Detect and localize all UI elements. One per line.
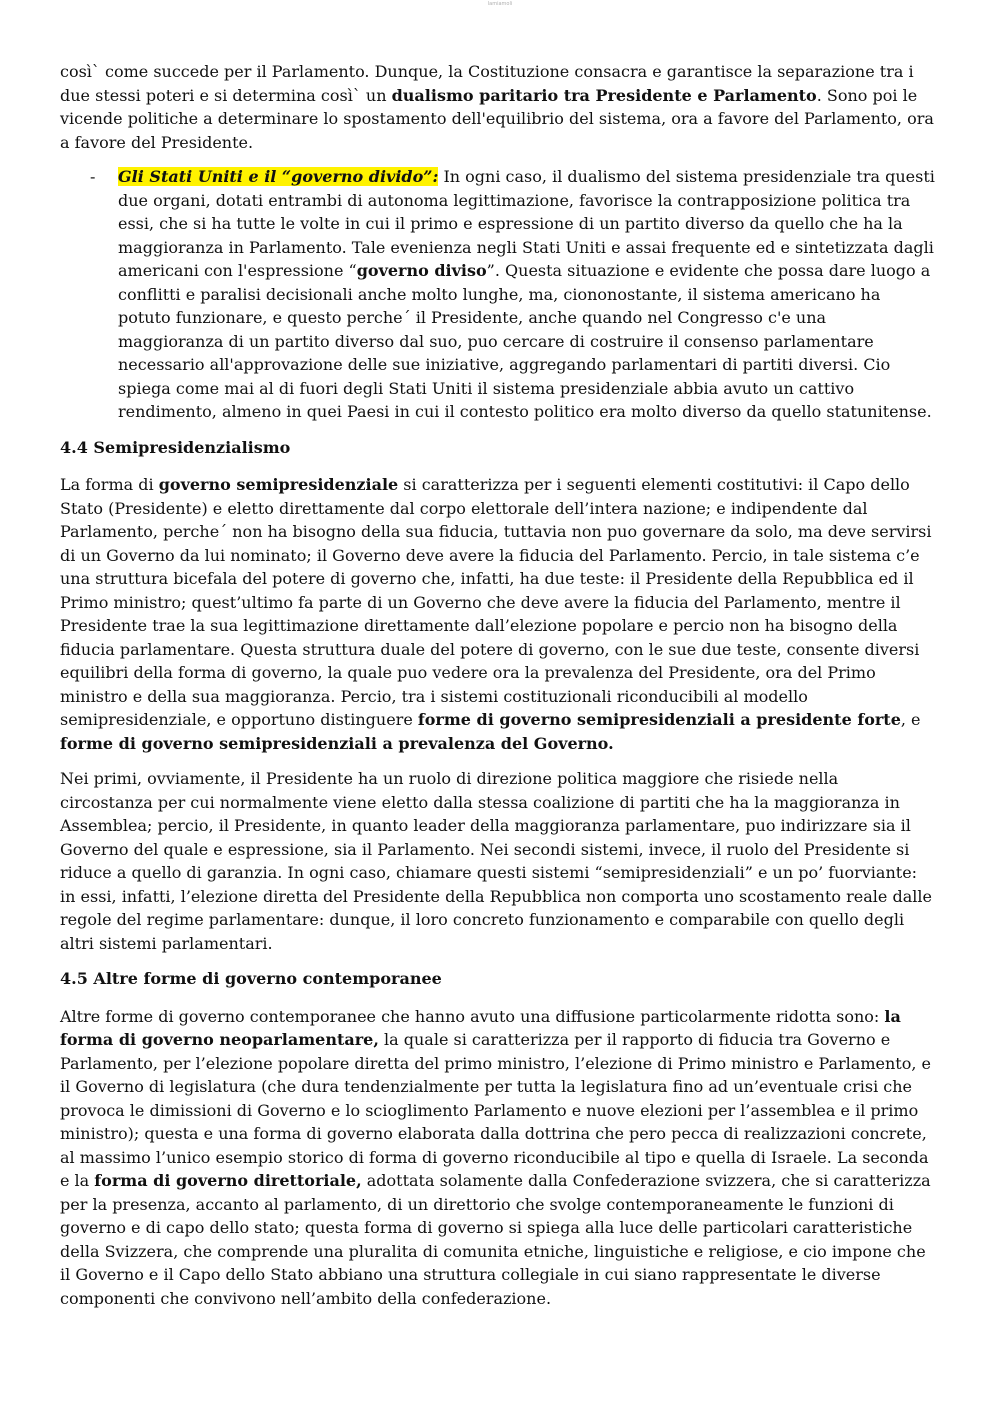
- text-run: Altre forme di governo contemporanee che hanno avuto una diffusione particolarmente ridotta sono:: [60, 1006, 885, 1026]
- text-run: . Sono poi le vicende politiche a determinare lo spostamento dell'equilibrio del sistema, ora a favore del Parlamento, ora a favore del Presidente.: [60, 85, 934, 152]
- bold-term: dualismo paritario tra Presidente e Parlamento: [391, 85, 817, 105]
- bold-term: governo diviso: [356, 261, 487, 280]
- text-run: La forma di: [60, 475, 159, 494]
- bullet-list: [60, 165, 936, 424]
- document-body: [60, 60, 936, 1322]
- paragraph-semipresidenzialismo: [60, 473, 936, 755]
- list-dash: -: [90, 167, 96, 186]
- section-heading-4-4: 4.4 Semipresidenzialismo: [60, 437, 291, 457]
- paragraph-intro: [60, 60, 936, 154]
- section-heading-4-5: 4.5 Altre forme di governo contemporanee: [60, 969, 442, 988]
- bold-term: la forma di governo neoparlamentare,: [60, 1006, 901, 1049]
- text-run: si caratterizza per i seguenti elementi costitutivi: il Capo dello Stato (Presidente) e eletto direttamente dal corpo elettorale dell’intera nazione; e indipendente dal Parlamento, perche´ non ha bisogno della sua fiducia, tuttavia non puo governare da solo, ma deve servirsi di un Governo da lui nominato; il Governo deve avere la fiducia del Parlamento. Percio, in tale sistema c’e una struttura bicefala del potere di governo che, infatti, ha due teste: il Presidente della Repubblica ed il Primo ministro; quest’ultimo fa parte di un Governo che deve avere la fiducia del Parlamento, mentre il Presidente trae la sua legittimazione direttamente dall’elezione popolare e percio non ha bisogno della fiducia parlamentare. Questa struttura duale del potere di governo, con le sue due teste, consente diversi equilibri della forma di governo, la quale puo vedere ora la prevalenza del Presidente, ora del Primo ministro e della sua maggioranza. Percio, tra i sistemi costituzionali riconducibili al modello semipresidenziale, e opportuno distinguere: [60, 475, 932, 729]
- header-watermark: lamiamoli: [487, 1, 513, 7]
- text-run: , e: [900, 710, 921, 729]
- bold-term: forme di governo semipresidenziali a prevalenza del Governo.: [60, 733, 614, 753]
- highlighted-heading: Gli Stati Uniti e il “governo divido”:: [118, 167, 439, 186]
- text-run: così` come succede per il Parlamento. Dunque, la Costituzione consacra e garantisce la separazione tra i due stessi poteri e si determina così` un: [60, 62, 914, 105]
- paragraph-altre-forme: [60, 1005, 936, 1311]
- list-item: [60, 165, 936, 424]
- text-run: ”. Questa situazione e evidente che possa dare luogo a conflitti e paralisi decisionali anche molto lunghe, ma, ciononostante, il sistema americano ha potuto funzionare, e questo perche´ il Presidente, anche quando nel Congresso c'e una maggioranza di un partito diverso dal suo, puo cercare di costruire il consenso parlamentare necessario all'approvazione delle sue iniziative, aggregando parlamentari di partiti diversi. Cio spiega come mai al di fuori degli Stati Uniti il sistema presidenziale abbia avuto un cattivo rendimento, almeno in quei Paesi in cui il contesto politico era molto diverso da quello statunitense.: [118, 261, 932, 421]
- text-run: In ogni caso, il dualismo del sistema presidenziale tra questi due organi, dotati entrambi di autonoma legittimazione, favorisce la contrapposizione politica tra essi, che si ha tutte le volte in cui il primo e espressione di un partito diverso da quello che ha la maggioranza in Parlamento. Tale evenienza negli Stati Uniti e assai frequente ed e sintetizzata dagli americani con l'espressione “: [118, 167, 935, 280]
- bold-term: governo semipresidenziale: [158, 475, 399, 494]
- text-run: la quale si caratterizza per il rapporto di fiducia tra Governo e Parlamento, per l’elezione popolare diretta del primo ministro, l’elezione di Primo ministro e Parlamento, e il Governo di legislatura (che dura tendenzialmente per tutta la legislatura fino ad un’eventuale crisi che provoca le dimissioni di Governo e lo scioglimento Parlamento e nuove elezioni per l’assemblea e il primo ministro); questa e una forma di governo elaborata dalla dottrina che pero pecca di realizzazioni concrete, al massimo l’unico esempio storico di forma di governo riconducibile al tipo e quella di Israele. La seconda e la: [60, 1030, 931, 1190]
- bold-term: forme di governo semipresidenziali a presidente forte: [417, 710, 901, 729]
- paragraph-primi-secondi: Nei primi, ovviamente, il Presidente ha un ruolo di direzione politica maggiore che risiede nella circostanza per cui normalmente viene eletto dalla stessa coalizione di partiti che ha la maggioranza in Assemblea; percio, il Presidente, in quanto leader della maggioranza parlamentare, puo indirizzare sia il Governo del quale e espressione, sia il Parlamento. Nei secondi sistemi, invece, il ruolo del Presidente si riduce a quello di garanzia. In ogni caso, chiamare questi sistemi “semipresidenziali” e un po’ fuorviante: in essi, infatti, l’elezione diretta del Presidente della Repubblica non comporta uno scostamento reale dalle regole del regime parlamentare: dunque, il loro concreto funzionamento e comparabile con quello degli altri sistemi parlamentari.: [60, 769, 932, 953]
- text-run: adottata solamente dalla Confederazione svizzera, che si caratterizza per la presenza, accanto al parlamento, di un direttorio che svolge contemporaneamente le funzioni di governo e di capo dello stato; questa forma di governo si spiega alla luce delle particolari caratteristiche della Svizzera, che comprende una pluralita di comunita etniche, linguistiche e religiose, e cio impone che il Governo e il Capo dello Stato abbiano una struttura collegiale in cui siano rappresentate le diverse componenti che convivono nell’ambito della confederazione.: [60, 1171, 931, 1308]
- bold-term: forma di governo direttoriale,: [94, 1171, 362, 1190]
